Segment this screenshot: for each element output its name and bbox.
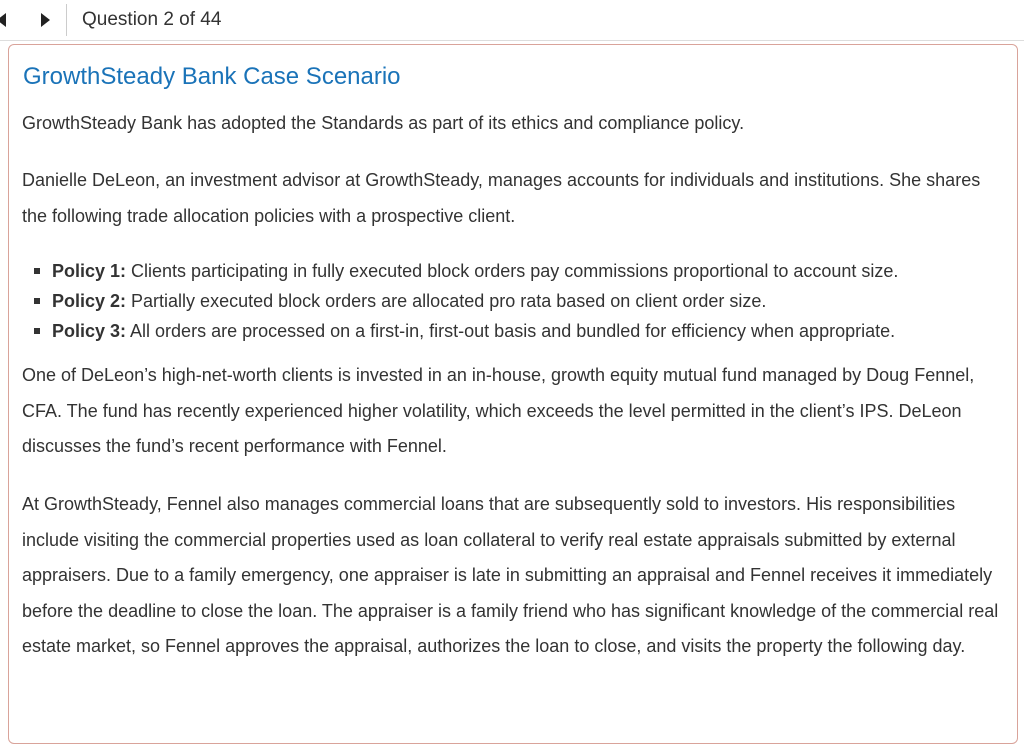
triangle-right-icon [41, 13, 50, 27]
policy-text: All orders are processed on a first-in, first-out basis and bundled for efficiency when appropriate. [126, 321, 896, 341]
question-nav-bar [0, 0, 1024, 41]
bullet-icon [34, 328, 40, 334]
case-paragraph-fennel-loans: At GrowthSteady, Fennel also manages commercial loans that are subsequently sold to investors. His responsibilities include visiting the commercial properties used as loan collateral to verify real estate appraisals submitted by external appraisers. Due to a family emergency, one appraiser is late in submitting an appraisal and Fennel receives it immediately before the deadline to close the loan. The appraiser is a family friend who has significant knowledge of the commercial real estate market, so Fennel approves the appraisal, authorizes the loan to close, and visits the property the following day. [22, 494, 999, 656]
question-counter: Question 2 of 44 [82, 9, 222, 30]
bullet-icon [34, 268, 40, 274]
policy-item [31, 256, 1011, 286]
case-paragraph-intro: GrowthSteady Bank has adopted the Standards as part of its ethics and compliance policy. [22, 113, 745, 133]
policy-list [31, 256, 1011, 346]
policy-label: Policy 3: [52, 321, 127, 341]
policy-text: Partially executed block orders are allocated pro rata based on client order size. [126, 291, 767, 311]
case-title: GrowthSteady Bank Case Scenario [23, 63, 401, 90]
nav-divider [66, 4, 67, 36]
policy-item [31, 316, 1011, 346]
previous-question-button[interactable] [0, 0, 14, 40]
case-scenario-panel [8, 44, 1018, 744]
case-paragraph-deleon: Danielle DeLeon, an investment advisor at GrowthSteady, manages accounts for individuals and institutions. She shares the following trade allocation policies with a prospective client. [22, 170, 981, 226]
bullet-icon [34, 298, 40, 304]
triangle-left-icon [0, 13, 6, 27]
policy-item [31, 286, 1011, 316]
policy-text: Clients participating in fully executed block orders pay commissions proportional to account size. [126, 261, 899, 281]
case-paragraph-fennel-fund: One of DeLeon’s high-net-worth clients is invested in an in-house, growth equity mutual fund managed by Doug Fennel, CFA. The fund has recently experienced higher volatility, which exceeds the level permitted in the client’s IPS. DeLeon discusses the fund’s recent performance with Fennel. [22, 365, 975, 456]
next-question-button[interactable] [32, 0, 58, 40]
policy-label: Policy 2: [52, 291, 127, 311]
policy-label: Policy 1: [52, 261, 127, 281]
